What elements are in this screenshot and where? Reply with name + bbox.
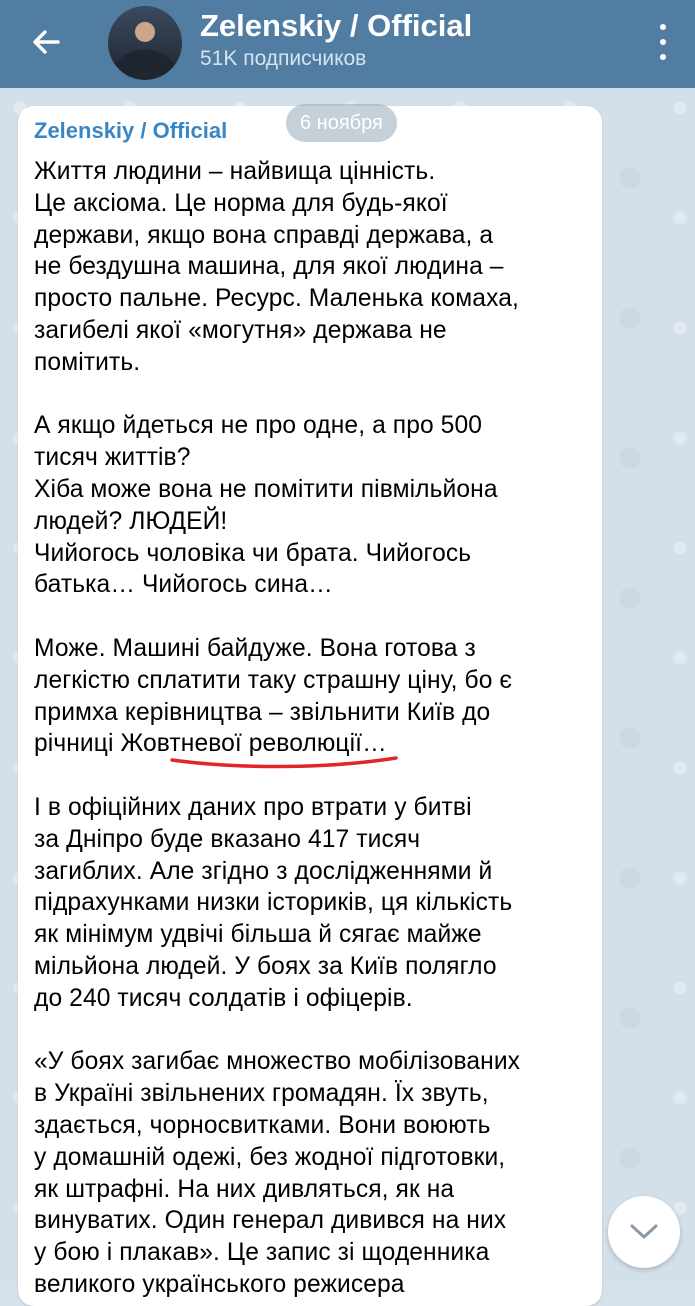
message-line: загибелі якої «могутня» держава не <box>34 316 447 344</box>
date-divider: 6 ноября <box>286 104 397 142</box>
message-line: Хіба може вона не помітити півмільйона <box>34 475 498 503</box>
subscriber-count: 51K подписчиков <box>200 47 367 70</box>
message-line: до 240 тисяч солдатів і офіцерів. <box>34 984 413 1012</box>
message-line: помітить. <box>34 348 141 376</box>
message-line: річниці Жовтневої революції… <box>34 730 387 758</box>
paragraph-gap <box>34 760 594 792</box>
message-line: мільйона людей. У боях за Київ полягло <box>34 952 497 980</box>
back-button[interactable] <box>18 20 74 64</box>
message-line: підрахунками низки істориків, ця кількість <box>34 889 513 917</box>
paragraph-gap <box>34 379 594 411</box>
message-line: Це аксіома. Це норма для будь-якої <box>34 189 448 217</box>
paragraph-gap <box>34 1015 594 1047</box>
message-line: не бездушна машина, для якої людина – <box>34 253 504 281</box>
message-line: Життя людини – найвища цінність. <box>34 158 436 185</box>
message-line: загиблих. Але згідно з дослідженнями й <box>34 857 493 885</box>
message-line: Може. Машині байдуже. Вона готова з <box>34 634 476 662</box>
scroll-down-button[interactable] <box>608 1196 680 1268</box>
chevron-down-icon <box>629 1222 659 1242</box>
message-line: у бою і плакав». Це запис зі щоденника <box>34 1239 490 1267</box>
message-line: здається, чорносвитками. Вони воюють <box>34 1111 491 1139</box>
message-line: тисяч життів? <box>34 444 191 472</box>
message-bubble[interactable] <box>18 106 602 1306</box>
chat-header <box>0 0 695 88</box>
message-line: в Україні звільнених громадян. Їх звуть, <box>34 1080 489 1108</box>
message-line: у домашній одежі, без жодної підготовки, <box>34 1143 506 1171</box>
message-line: «У боях загибає множество мобілізованих <box>34 1048 521 1076</box>
message-line: легкістю сплатити таку страшну ціну, бо є <box>34 666 513 694</box>
channel-title[interactable]: Zelenskiy / Official <box>200 8 473 43</box>
message-line: примха керівництва – звільнити Київ до <box>34 698 491 726</box>
message-line: за Дніпро буде вказано 417 тисяч <box>34 825 421 853</box>
message-line: батька… Чийогось сина… <box>34 571 333 599</box>
arrow-left-icon <box>31 27 61 57</box>
message-line: великого українського режисера <box>34 1270 405 1298</box>
message-line: просто пальне. Ресурс. Маленька комаха, <box>34 285 519 313</box>
channel-avatar[interactable] <box>108 6 182 80</box>
message-sender[interactable]: Zelenskiy / Official <box>34 118 228 143</box>
message-line: Чийогось чоловіка чи брата. Чийогось <box>34 539 472 567</box>
more-vertical-icon[interactable] <box>655 24 671 60</box>
paragraph-gap <box>34 601 594 633</box>
message-line: як штрафні. На них дивляться, як на <box>34 1175 455 1203</box>
message-text <box>34 156 594 1301</box>
message-line: як мінімум удвічі більша й сягає майже <box>34 921 482 949</box>
message-line: винуватих. Один генерал дивився на них <box>34 1207 507 1235</box>
message-line: людей? ЛЮДЕЙ! <box>34 507 228 535</box>
message-line: А якщо йдеться не про одне, а про 500 <box>34 412 483 440</box>
message-line: І в офіційних даних про втрати у битві <box>34 793 472 821</box>
message-line: держави, якщо вона справді держава, а <box>34 221 494 249</box>
